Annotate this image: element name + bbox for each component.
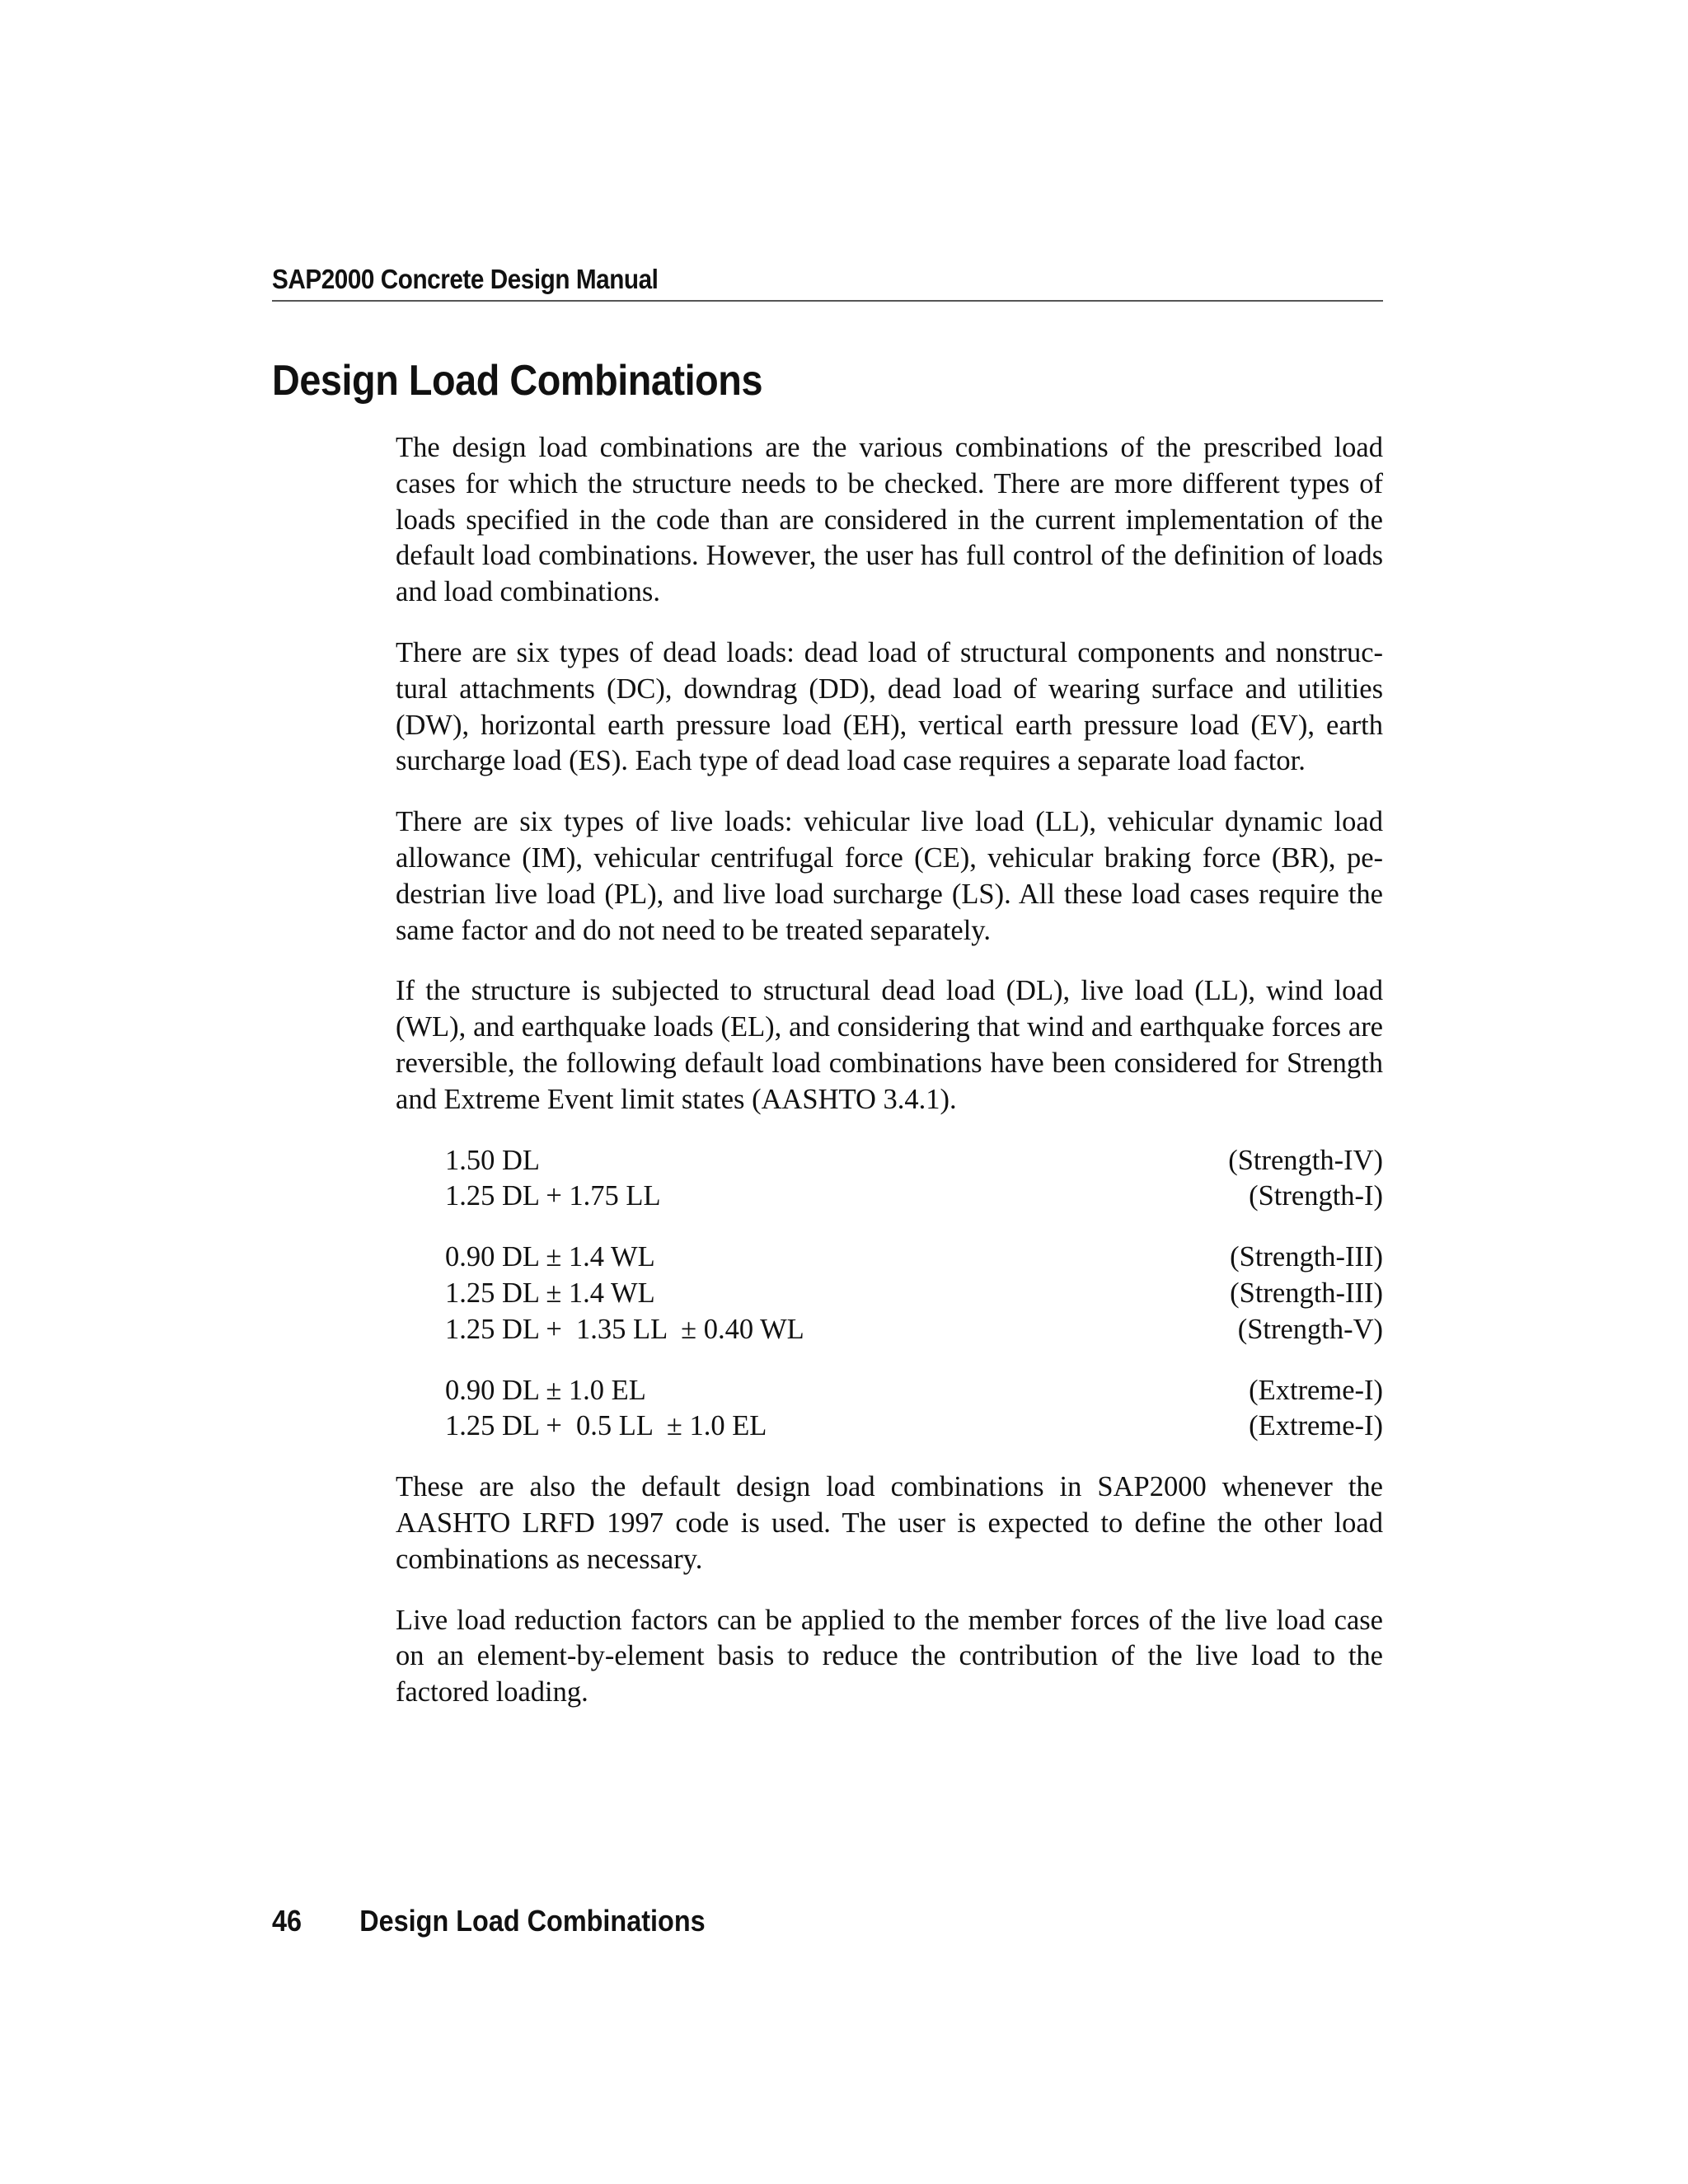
- combination-limit-state: (Strength-III): [1230, 1277, 1383, 1309]
- combination-formula: 1.25 DL + 0.5 LL ± 1.0 EL: [445, 1410, 767, 1442]
- combination-formula: 0.90 DL ± 1.4 WL: [445, 1241, 655, 1273]
- combination-formula: 1.25 DL ± 1.4 WL: [445, 1277, 655, 1309]
- combination-row: [396, 1408, 1383, 1445]
- combination-limit-state: (Extreme-I): [1249, 1410, 1383, 1442]
- combination-formula: 1.25 DL + 1.75 LL: [445, 1180, 661, 1212]
- combination-limit-state: (Strength-IV): [1228, 1144, 1383, 1176]
- footer-section-name: Design Load Combinations: [359, 1904, 706, 1938]
- combination-row: [396, 1143, 1383, 1179]
- combination-row: [396, 1240, 1383, 1276]
- page-number: 46: [272, 1904, 302, 1938]
- manual-title: SAP2000 Concrete Design Manual: [272, 264, 659, 294]
- paragraph-live-loads: There are six types of live loads: vehicular live load (LL), vehicular dynamic load allowance (IM), vehicular centrifugal force (CE), vehicular braking force (BR), pe-destrian live load (PL), and live load surcharge (LS). All these load cases require the same factor and do not need to be treated separately.: [396, 806, 1383, 946]
- combination-row: [396, 1312, 1383, 1348]
- combination-limit-state: (Extreme-I): [1249, 1374, 1383, 1406]
- body-text: [396, 430, 1383, 1736]
- combination-row: [396, 1373, 1383, 1409]
- page-footer: [272, 1904, 706, 1938]
- running-header: [272, 264, 1383, 302]
- paragraph-live-load-reduction: Live load reduction factors can be applied to the member forces of the live load case on an element-by-element basis to reduce the contribution of the live load to the factored loading.: [396, 1604, 1383, 1708]
- combination-group-strength: [396, 1143, 1383, 1216]
- combination-formula: 1.25 DL + 1.35 LL ± 0.40 WL: [445, 1313, 804, 1345]
- paragraph-default-usage: These are also the default design load combinations in SAP2000 whenever the AASHTO LRFD 1997 code is used. The user is expected to define the other load combinations as necessary.: [396, 1471, 1383, 1575]
- combination-limit-state: (Strength-I): [1249, 1180, 1383, 1212]
- combination-row: [396, 1276, 1383, 1312]
- combination-formula: 1.50 DL: [445, 1144, 540, 1176]
- combination-limit-state: (Strength-III): [1230, 1241, 1383, 1273]
- section-title: Design Load Combinations: [272, 357, 763, 405]
- paragraph-default-combinations: If the structure is subjected to structural dead load (DL), live load (LL), wind load (WL), and earthquake loads (EL), and considering that wind and earthquake forces are reversible, the following default load combinations have been considered for Strength and Extreme Event limit states (AASHTO 3.4.1).: [396, 975, 1383, 1115]
- combination-group-extreme: [396, 1373, 1383, 1446]
- combination-limit-state: (Strength-V): [1237, 1313, 1383, 1345]
- combination-row: [396, 1179, 1383, 1215]
- combination-formula: 0.90 DL ± 1.0 EL: [445, 1374, 646, 1406]
- combination-group-wind: [396, 1240, 1383, 1347]
- paragraph-intro: The design load combinations are the various combinations of the prescribed load cases for which the structure needs to be checked. There are more different types of loads specified in the code than are considered in the current implementation of the default load combinations. However, the user has full control of the definition of loads and load combinations.: [396, 432, 1383, 608]
- paragraph-dead-loads: There are six types of dead loads: dead load of structural components and nonstruc-tural attachments (DC), downdrag (DD), dead load of wearing surface and utilities (DW), horizontal earth pressure load (EH), vertical earth pressure load (EV), earth surcharge load (ES). Each type of dead load case requires a separate load factor.: [396, 636, 1383, 777]
